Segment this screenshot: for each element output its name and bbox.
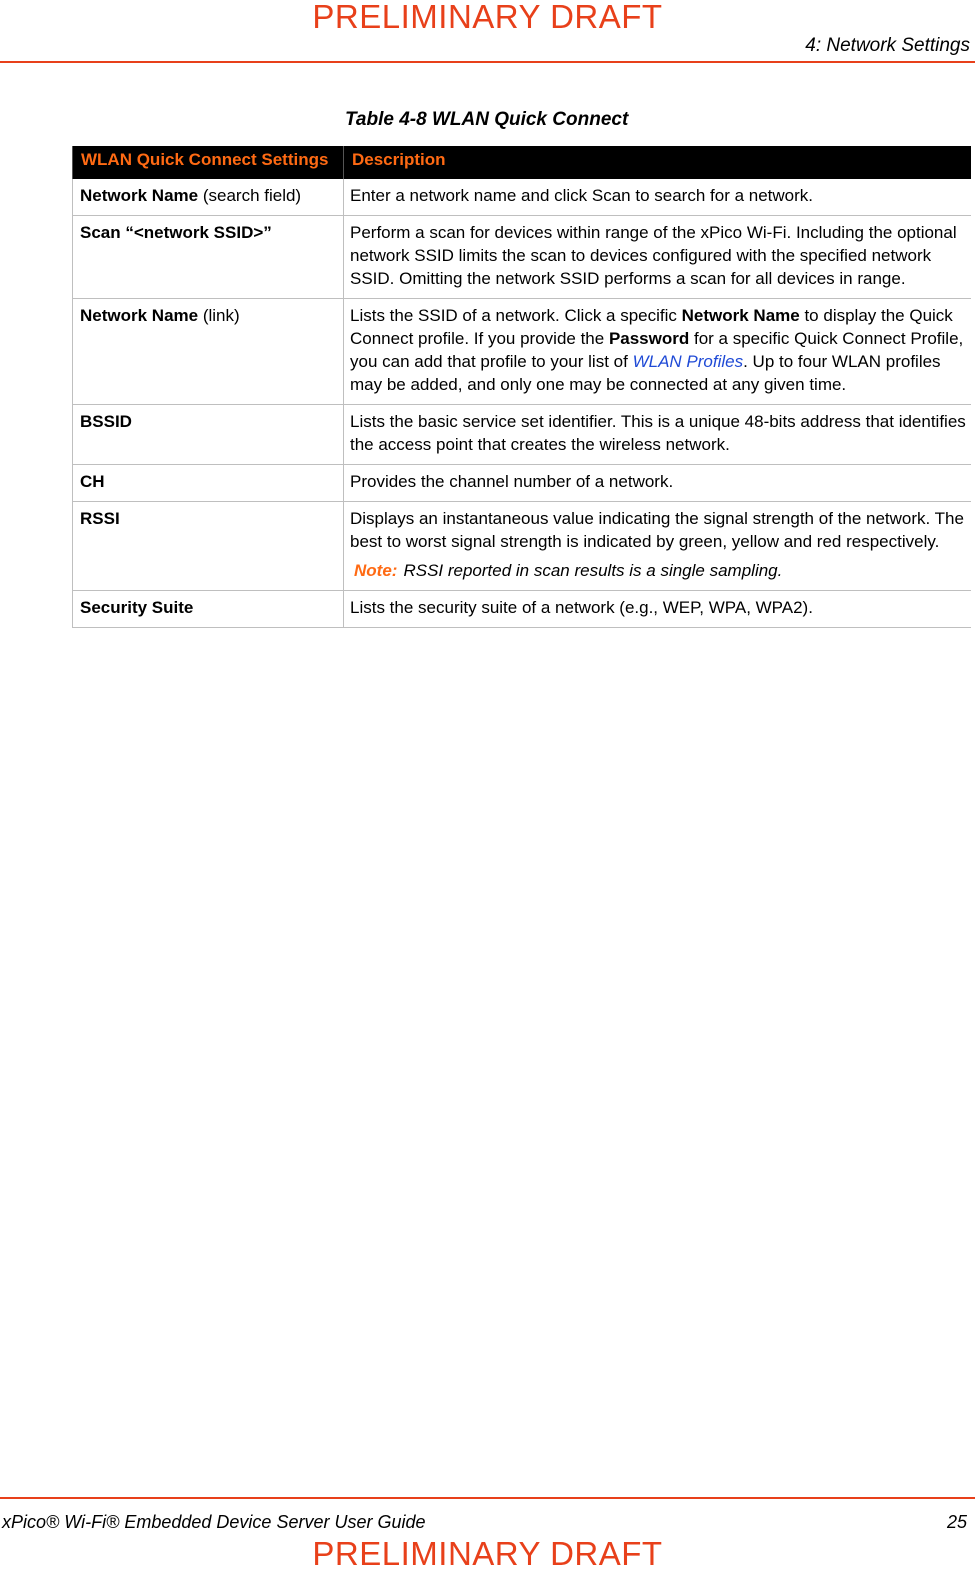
table-row: [73, 179, 971, 216]
description-text: for a specific Quick Connect Profile, you can add that profile to your list of: [350, 329, 964, 371]
description-cell: Provides the channel number of a network.: [344, 465, 971, 502]
setting-name: RSSI: [80, 509, 120, 528]
setting-cell: [73, 405, 344, 465]
setting-qualifier: (search field): [198, 186, 302, 205]
setting-cell: [73, 299, 344, 405]
description-cell: Perform a scan for devices within range of the xPico Wi-Fi. Including the optional network SSID limits the scan to devices configured with the specified network SSID. Omitting the network SSID performs a scan for all devices in range.: [344, 216, 971, 299]
setting-cell: [73, 591, 344, 628]
setting-name: Security Suite: [80, 598, 194, 617]
table-row: [73, 591, 971, 628]
description-cell: Lists the security suite of a network (e.g., WEP, WPA, WPA2).: [344, 591, 971, 628]
wlan-profiles-link[interactable]: WLAN Profiles: [632, 352, 744, 371]
table-row: [73, 216, 971, 299]
setting-cell: [73, 502, 344, 591]
description-bold-password: Password: [608, 329, 690, 348]
description-bold-network-name: Network Name: [681, 306, 800, 325]
note: [350, 559, 967, 582]
setting-name: Network Name: [80, 306, 199, 325]
setting-cell: [73, 465, 344, 502]
table-row: [73, 405, 971, 465]
table-row: [73, 465, 971, 502]
table-header-row: [73, 146, 971, 179]
description-text: . Up to four WLAN profiles may be added, and only one may be connected at any given time.: [350, 352, 941, 394]
table-row: [73, 299, 971, 405]
setting-name: BSSID: [80, 412, 132, 431]
table-caption: Table 4-8 WLAN Quick Connect: [345, 109, 629, 130]
wlan-quick-connect-table: [72, 146, 971, 628]
table-row: [73, 502, 971, 591]
description-cell: Enter a network name and click Scan to search for a network.: [344, 179, 971, 216]
column-header-description: Description: [344, 146, 971, 179]
setting-name: Scan “<network SSID>”: [80, 223, 272, 242]
footer-page-number: 25: [946, 1512, 967, 1532]
description-text: Lists the SSID of a network. Click a specific: [350, 306, 682, 325]
description-cell: [344, 299, 971, 405]
description-text: to display the Quick Connect profile. If you provide the: [350, 306, 953, 348]
setting-name: CH: [80, 472, 105, 491]
watermark-top: PRELIMINARY DRAFT: [312, 0, 663, 35]
footer-document-title: xPico® Wi-Fi® Embedded Device Server User Guide: [2, 1512, 426, 1532]
description-cell: [344, 502, 971, 591]
note-text: RSSI reported in scan results is a single sampling.: [403, 561, 783, 580]
watermark-bottom: PRELIMINARY DRAFT: [312, 1535, 663, 1572]
footer-rule: [0, 1497, 975, 1499]
description-text: Displays an instantaneous value indicating the signal strength of the network. The best to worst signal strength is indicated by green, yellow and red respectively.: [350, 509, 964, 551]
setting-cell: [73, 179, 344, 216]
description-cell: Lists the basic service set identifier. This is a unique 48-bits address that identifies the access point that creates the wireless network.: [344, 405, 971, 465]
column-header-settings: WLAN Quick Connect Settings: [73, 146, 344, 179]
setting-cell: [73, 216, 344, 299]
note-label: Note:: [354, 561, 398, 580]
setting-qualifier: (link): [198, 306, 240, 325]
section-title: 4: Network Settings: [805, 35, 970, 56]
header-rule: [0, 61, 975, 63]
setting-name: Network Name: [80, 186, 199, 205]
